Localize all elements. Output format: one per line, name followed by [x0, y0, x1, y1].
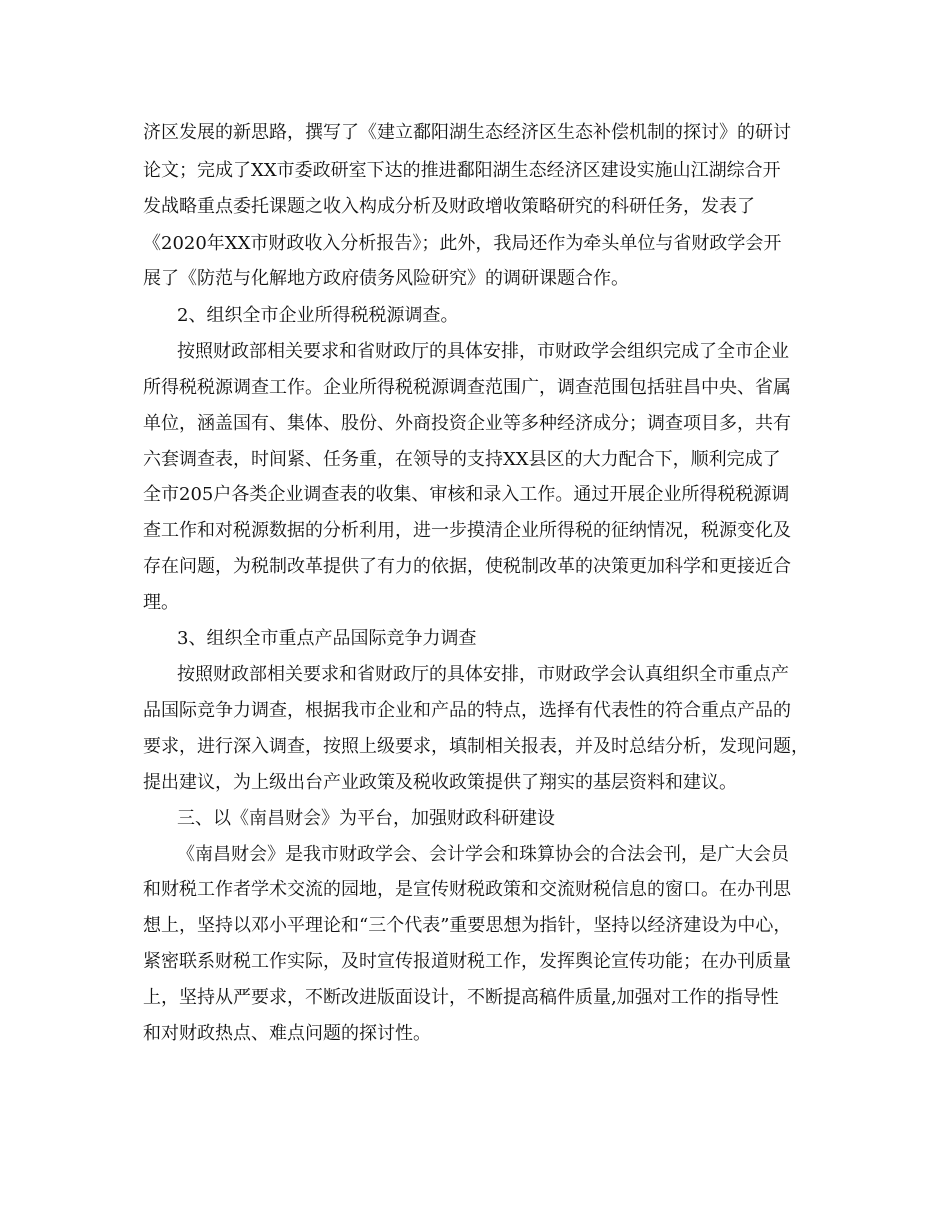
text-line: 紧密联系财税工作实际，及时宣传报道财税工作，发挥舆论宣传功能；在办刊质量	[143, 951, 791, 972]
text-line: 《南昌财会》是我市财政学会、会计学会和珠算协会的合法会刊，是广大会员	[177, 844, 789, 865]
text-line: 按照财政部相关要求和省财政厅的具体安排，市财政学会认真组织全市重点产	[177, 664, 789, 685]
text-line: 全市205户各类企业调查表的收集、审核和录入工作。通过开展企业所得税税源调	[143, 484, 790, 505]
text-line: 发战略重点委托课题之收入构成分析及财政增收策略研究的科研任务，发表了	[143, 196, 755, 217]
text-line: 提出建议，为上级出台产业政策及税收政策提供了翔实的基层资料和建议。	[143, 772, 737, 793]
text-line: 品国际竞争力调查，根据我市企业和产品的特点，选择有代表性的符合重点产品的	[143, 700, 791, 721]
text-line: 按照财政部相关要求和省财政厅的具体安排，市财政学会组织完成了全市企业	[177, 341, 789, 362]
text-line: 所得税税源调查工作。企业所得税税源调查范围广，调查范围包括驻昌中央、省属	[143, 377, 791, 398]
text-line: 想上，坚持以邓小平理论和“三个代表”重要思想为指针，坚持以经济建设为中心，	[143, 915, 792, 936]
text-line: 上，坚持从严要求，不断改进版面设计，不断提高稿件质量,加强对工作的指导性	[143, 987, 779, 1008]
text-line: 和财税工作者学术交流的园地，是宣传财税政策和交流财税信息的窗口。在办刊思	[143, 879, 791, 900]
text-line: 理。	[143, 592, 179, 613]
section-heading: 3、组织全市重点产品国际竞争力调查	[177, 628, 477, 649]
text-line: 《2020年XX市财政收入分析报告》；此外，我局还作为牵头单位与省财政学会开	[143, 233, 782, 254]
text-line: 和对财政热点、难点问题的探讨性。	[143, 1023, 431, 1044]
text-line: 查工作和对税源数据的分析利用，进一步摸清企业所得税的征纳情况，税源变化及	[143, 520, 791, 541]
text-line: 展了《防范与化解地方政府债务风险研究》的调研课题合作。	[143, 268, 629, 289]
text-line: 单位，涵盖国有、集体、股份、外商投资企业等多种经济成分；调查项目多，共有	[143, 413, 791, 434]
text-line: 存在问题，为税制改革提供了有力的依据，使税制改革的决策更加科学和更接近合	[143, 556, 791, 577]
text-line: 济区发展的新思路，撰写了《建立鄱阳湖生态经济区生态补偿机制的探讨》的研讨	[143, 122, 791, 143]
text-line: 要求，进行深入调查，按照上级要求，填制相关报表，并及时总结分析，发现问题，	[143, 736, 809, 757]
text-line: 六套调查表，时间紧、任务重，在领导的支持XX县区的大力配合下，顺利完成了	[143, 449, 781, 470]
section-heading: 三、以《南昌财会》为平台，加强财政科研建设	[177, 808, 555, 829]
text-line: 论文；完成了XX市委政研室下达的推进鄱阳湖生态经济区建设实施山江湖综合开	[143, 160, 781, 181]
section-heading: 2、组织全市企业所得税税源调查。	[177, 305, 459, 326]
